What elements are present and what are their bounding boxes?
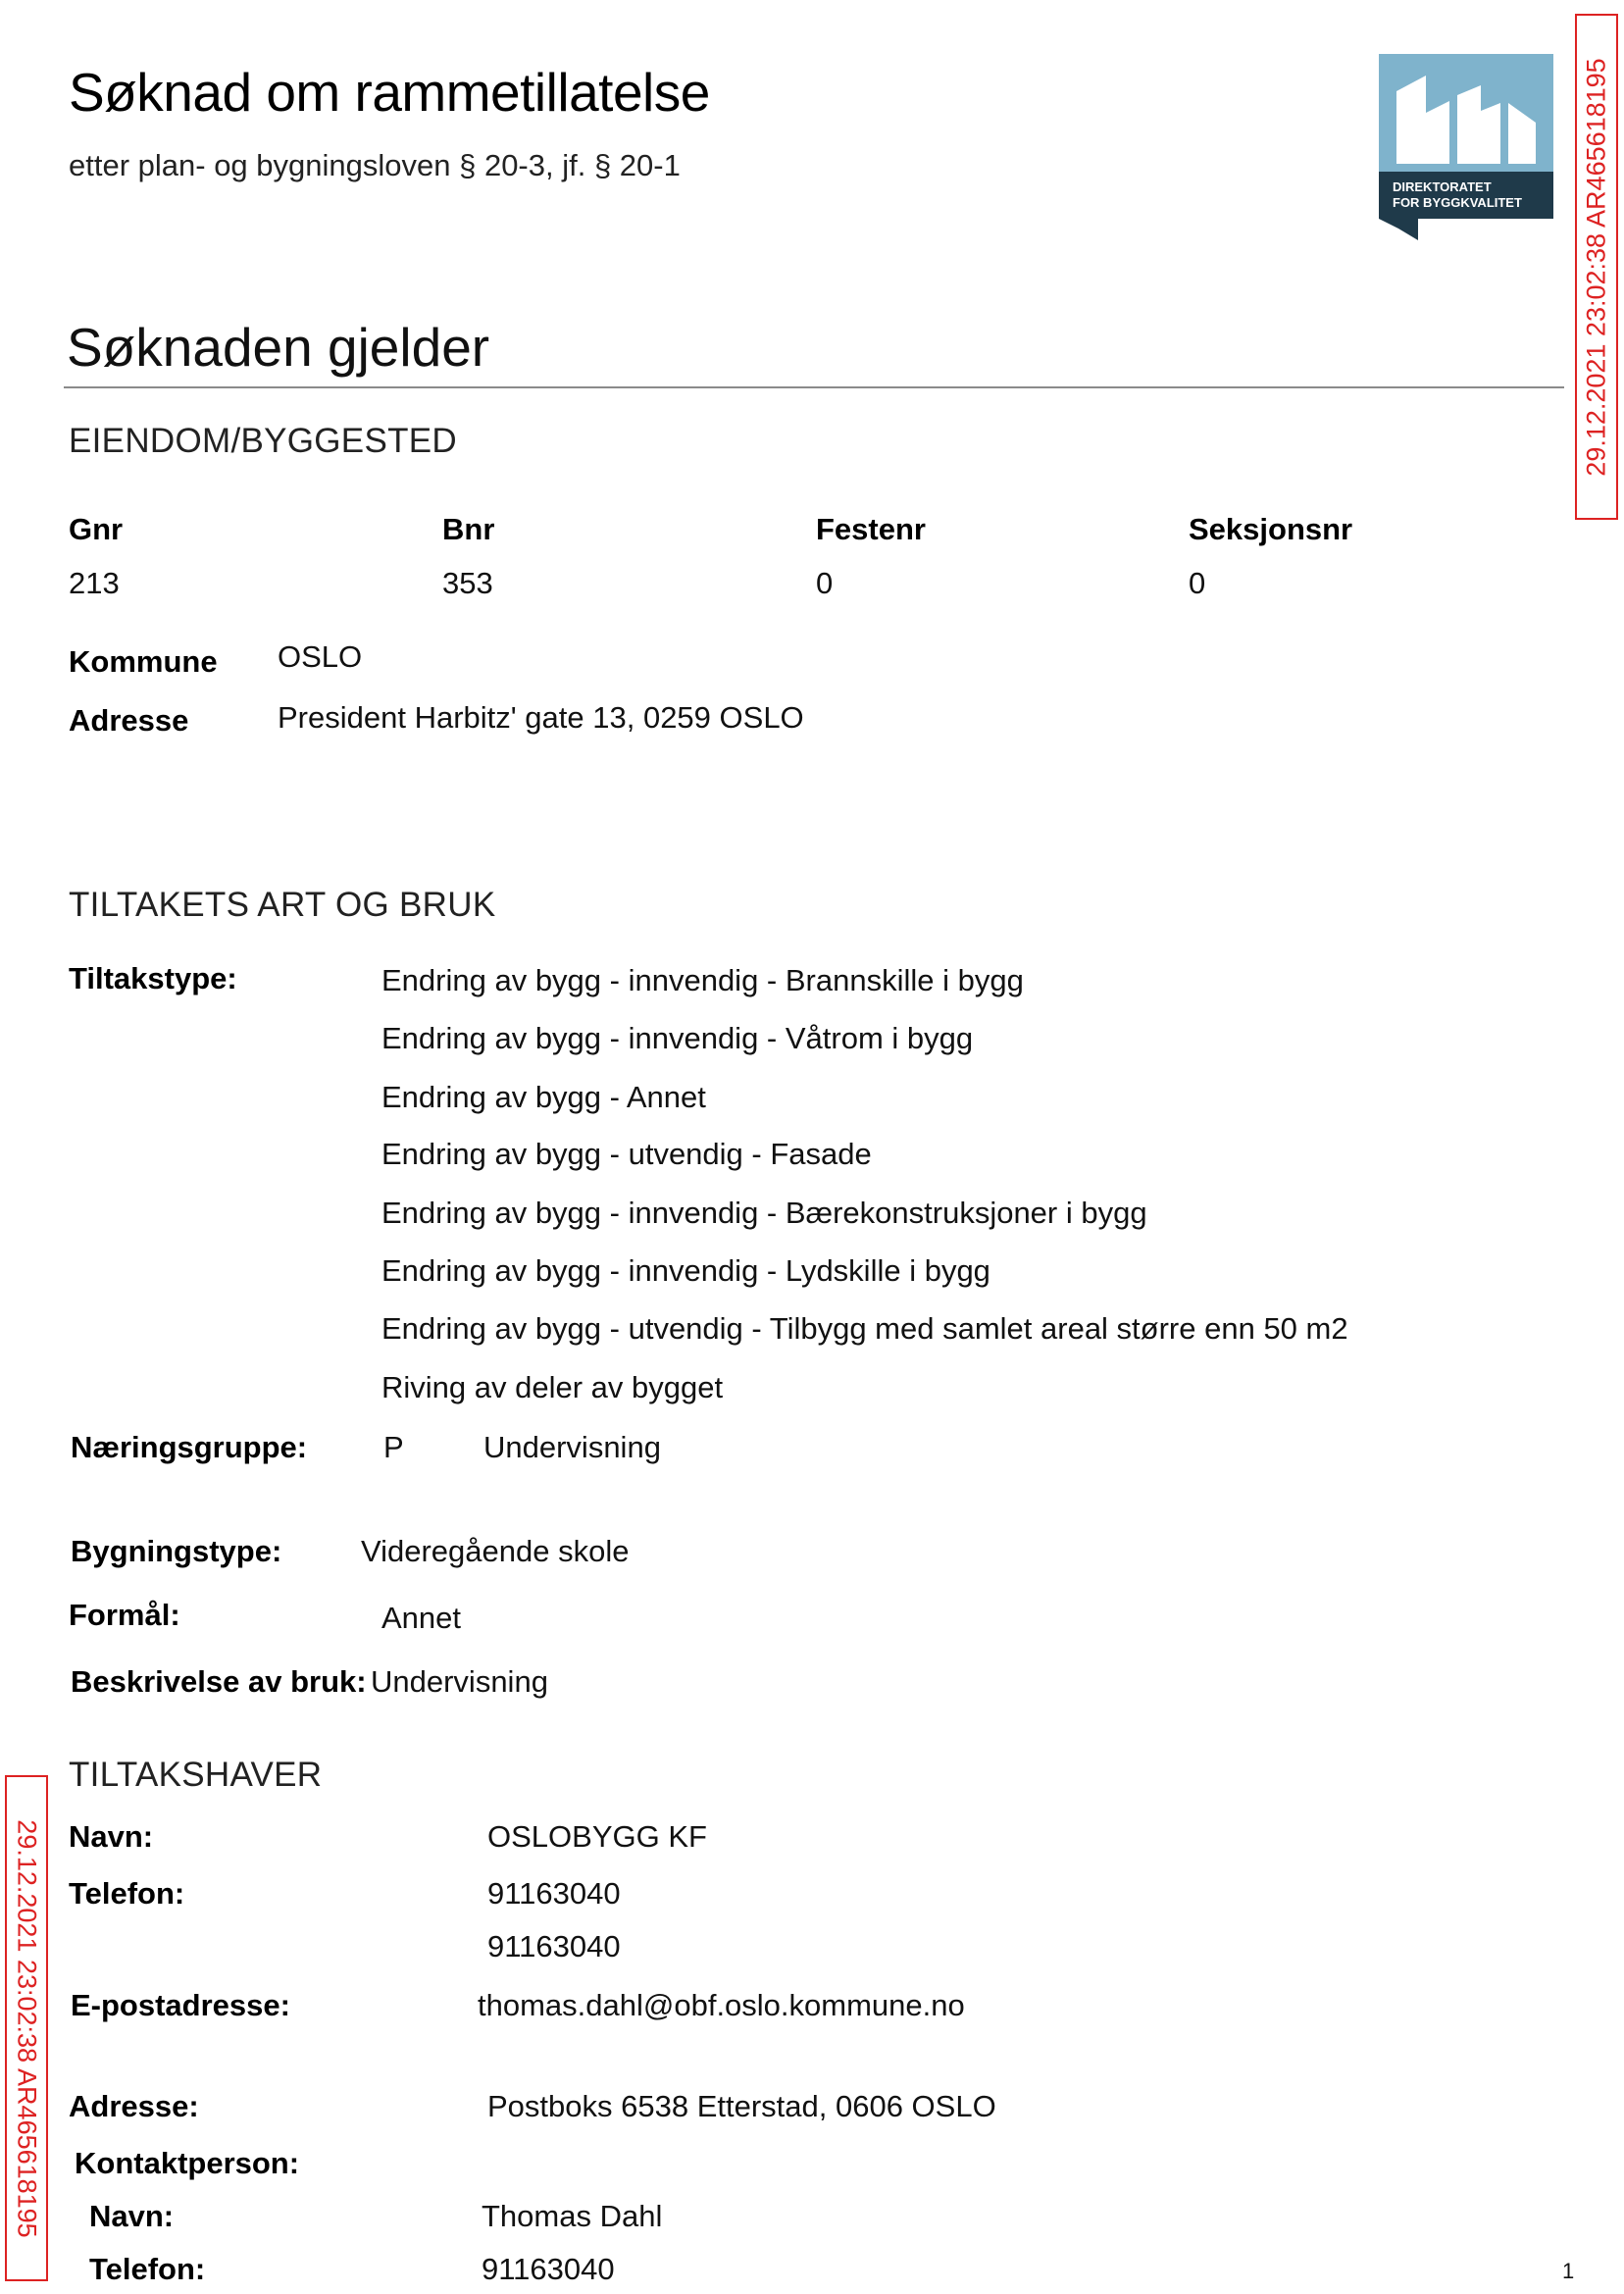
festenr-label: Festenr [816,512,926,546]
archive-stamp-left: 29.12.2021 23:02:38 AR465618195 [5,1775,48,2281]
tiltakstype-item: Endring av bygg - innvendig - Våtrom i bygg [381,1021,974,1055]
kontakt-telefon-label: Telefon: [89,2252,206,2286]
naeringsgruppe-value: Undervisning [483,1430,661,1464]
tiltak-heading: TILTAKETS ART OG BRUK [69,886,496,924]
epost-label: E-postadresse: [71,1988,290,2022]
dibk-logo-graphic [1379,54,1553,240]
kontaktperson-label: Kontaktperson: [75,2146,300,2180]
beskrivelse-label: Beskrivelse av bruk: [71,1664,367,1699]
tiltakshaver-telefon-value: 91163040 [487,1929,621,1963]
tiltakshaver-navn-value: OSLOBYGG KF [487,1819,707,1854]
dibk-logo [1379,54,1553,240]
bnr-label: Bnr [442,512,495,546]
tiltakshaver-navn-label: Navn: [69,1819,154,1854]
formal-value: Annet [381,1601,462,1635]
section-title: Søknaden gjelder [67,317,490,378]
adresse-label: Adresse [69,703,189,738]
epost-value: thomas.dahl@obf.oslo.kommune.no [478,1988,965,2022]
kontakt-navn-value: Thomas Dahl [482,2199,663,2233]
tiltakshaver-adresse-value: Postboks 6538 Etterstad, 0606 OSLO [487,2089,996,2123]
logo-text-line2: FOR BYGGKVALITET [1393,195,1522,210]
document-title: Søknad om rammetillatelse [69,62,710,123]
gnr-label: Gnr [69,512,124,546]
logo-text-line1: DIREKTORATET [1393,179,1492,194]
archive-stamp-right: 29.12.2021 23:02:38 AR465618195 [1575,14,1618,520]
tiltakstype-item: Endring av bygg - innvendig - Lydskille i bygg [381,1253,990,1288]
gnr-value: 213 [69,566,120,600]
section-divider [64,386,1564,388]
formal-label: Formål: [69,1598,180,1632]
naeringsgruppe-label: Næringsgruppe: [71,1430,308,1464]
tiltakshaver-heading: TILTAKSHAVER [69,1756,323,1794]
adresse-value: President Harbitz' gate 13, 0259 OSLO [278,700,804,735]
bygningstype-label: Bygningstype: [71,1534,282,1568]
kommune-value: OSLO [278,639,363,674]
festenr-value: 0 [816,566,834,600]
bnr-value: 353 [442,566,493,600]
eiendom-heading: EIENDOM/BYGGESTED [69,422,457,460]
bygningstype-value: Videregående skole [361,1534,630,1568]
naeringsgruppe-code: P [383,1430,404,1464]
seksjonsnr-value: 0 [1189,566,1206,600]
tiltakstype-item: Endring av bygg - innvendig - Brannskille i bygg [381,963,1024,997]
tiltakstype-item: Endring av bygg - utvendig - Fasade [381,1137,872,1171]
tiltakstype-item: Endring av bygg - utvendig - Tilbygg med samlet areal større enn 50 m2 [381,1311,1348,1346]
seksjonsnr-label: Seksjonsnr [1189,512,1353,546]
tiltakshaver-adresse-label: Adresse: [69,2089,199,2123]
tiltakstype-item: Endring av bygg - Annet [381,1080,706,1114]
tiltakstype-item: Endring av bygg - innvendig - Bærekonstruksjoner i bygg [381,1196,1147,1230]
page-number: 1 [1562,2259,1575,2283]
kontakt-telefon-value: 91163040 [482,2252,615,2286]
kontakt-navn-label: Navn: [89,2199,175,2233]
document-subtitle: etter plan- og bygningsloven § 20-3, jf. § 20-1 [69,148,681,182]
tiltakshaver-telefon-value: 91163040 [487,1876,621,1911]
tiltakstype-item: Riving av deler av bygget [381,1370,724,1404]
tiltakshaver-telefon-label: Telefon: [69,1876,185,1911]
tiltakstype-label: Tiltakstype: [69,961,237,995]
beskrivelse-value: Undervisning [371,1664,548,1699]
kommune-label: Kommune [69,644,218,679]
